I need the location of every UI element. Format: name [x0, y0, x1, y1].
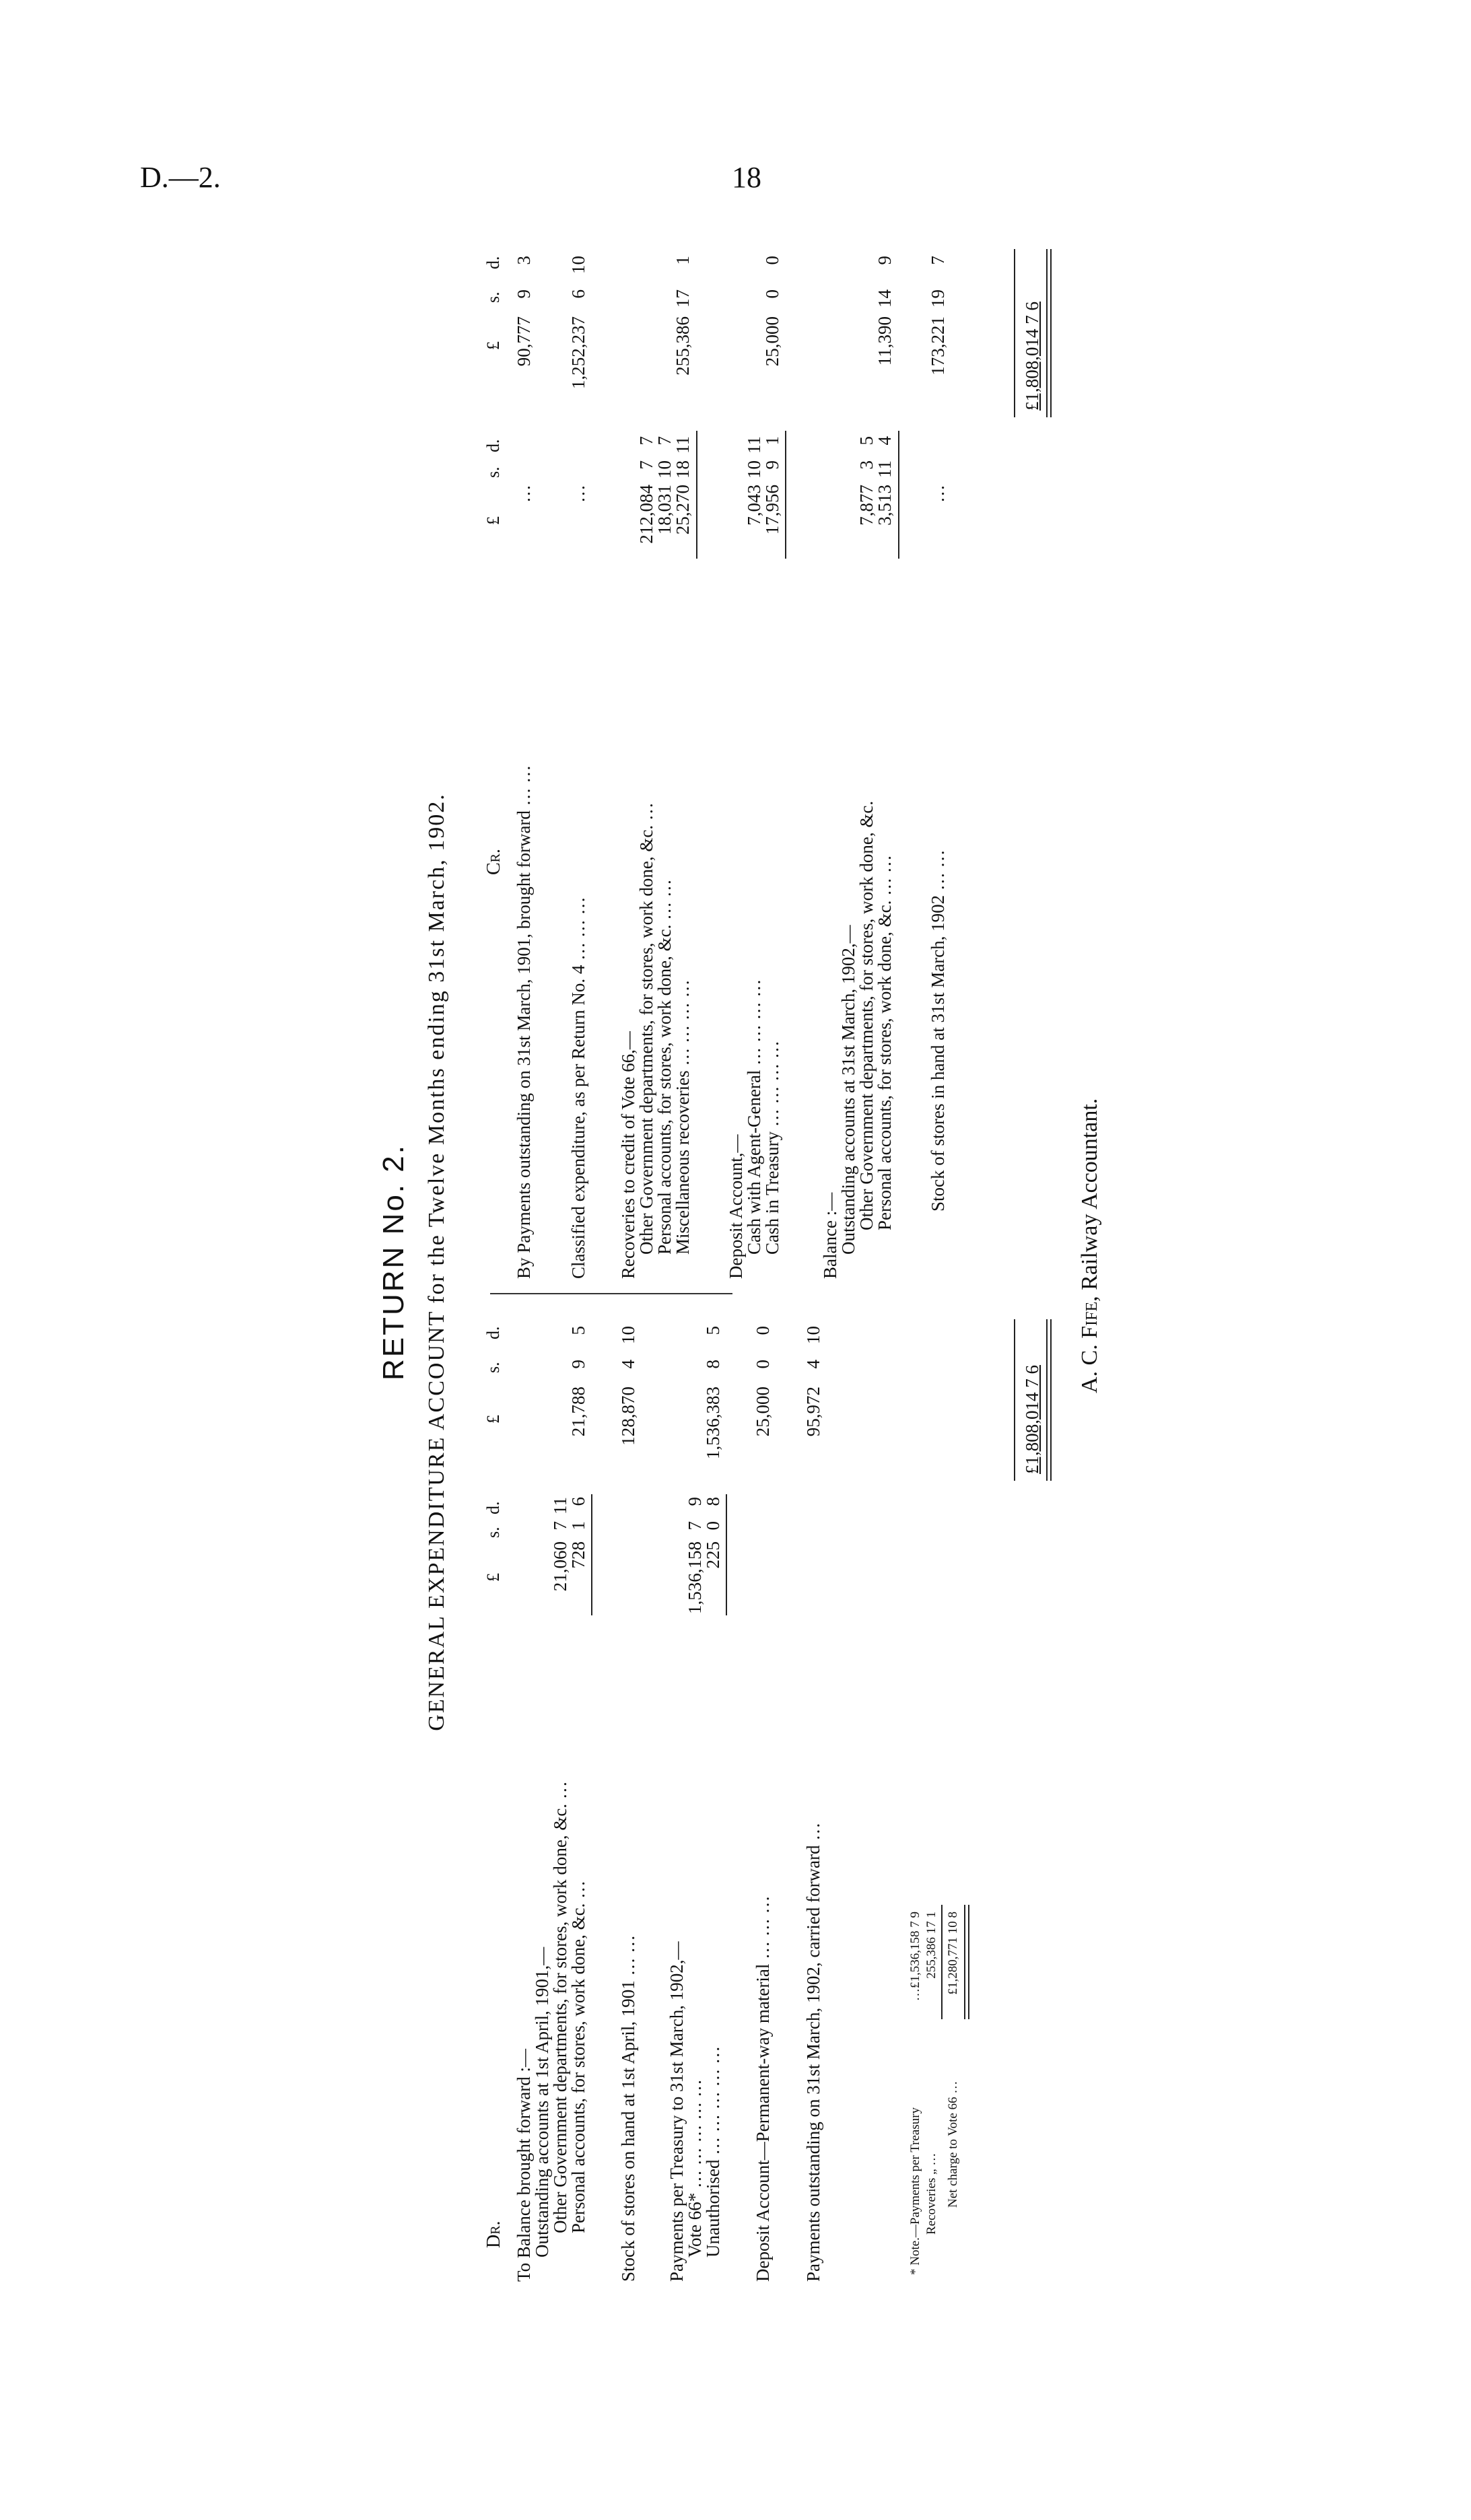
total-shillings: 6 — [568, 289, 588, 299]
note-line — [908, 1898, 924, 2275]
document-id: D.—2. — [140, 161, 221, 194]
amount-pence: 1 — [762, 436, 782, 446]
amount-pounds: 17,956 — [762, 485, 782, 535]
total-pence: 0 — [753, 1326, 773, 1335]
amount-shillings: 7 — [550, 1521, 570, 1531]
amount-pence: 7 — [654, 436, 675, 446]
amount-shillings: 3 — [856, 460, 877, 470]
amount-shillings: 11 — [875, 460, 895, 478]
table-row — [514, 1302, 534, 2282]
amount-pounds: … — [928, 485, 948, 503]
total-shillings: 0 — [753, 1360, 773, 1369]
signature-block — [1077, 1098, 1103, 1393]
total-rule-top — [1014, 249, 1015, 417]
note-line — [924, 1898, 940, 2275]
amount-pence: 7 — [636, 436, 656, 446]
subtotal-rule — [898, 431, 899, 559]
total-pounds: 173,221 — [928, 316, 948, 376]
amount-pence: 11 — [744, 436, 764, 454]
signatory-name: A. C. Fife, — [1077, 1296, 1102, 1393]
total-shillings: 4 — [803, 1360, 823, 1369]
total-shillings: 8 — [703, 1360, 723, 1369]
table-row — [618, 1302, 638, 2282]
table-row — [820, 242, 840, 1279]
return-title: RETURN No. 2. — [377, 1144, 410, 1380]
signatory-title: Railway Accountant. — [1077, 1098, 1102, 1290]
column-divider — [490, 1293, 732, 1294]
total-shillings: 0 — [762, 289, 782, 299]
amount-pounds: 212,084 — [636, 485, 656, 544]
row-label: Other Government departments, for stores, work done, &c. … — [636, 802, 656, 1255]
cr-col-d: d. — [483, 439, 503, 452]
dr-col-s2: s. — [483, 1362, 503, 1373]
rotated-account-table — [370, 242, 1165, 2282]
credit-total — [1022, 249, 1042, 417]
cr-col-s2: s. — [483, 291, 503, 303]
total-shillings: 14 — [875, 289, 895, 308]
note-value: £1,280,771 10 8 — [946, 1912, 960, 1995]
amount-shillings: 1 — [568, 1521, 588, 1531]
total-pence: 3 — [514, 256, 534, 265]
row-label: Other Government departments, for stores, work done, &c. … — [550, 1781, 570, 2233]
table-row — [928, 242, 948, 1279]
note-value: 255,386 17 1 — [924, 1912, 938, 1979]
amount-pounds: … — [568, 485, 588, 503]
amount-pence: 11 — [673, 436, 693, 454]
row-label: Other Government departments, for stores, work done, &c. — [856, 800, 877, 1230]
table-row — [666, 1302, 687, 2282]
table-row — [838, 242, 858, 1279]
note-label: Recoveries „ … — [924, 2152, 938, 2235]
debit-total — [1022, 1319, 1042, 1481]
subtotal-rule — [591, 1494, 592, 1615]
row-label: Personal accounts, for stores, work done, &c. … … — [875, 855, 895, 1230]
row-label: Unauthorised … … … … … — [703, 2045, 723, 2258]
amount-pence: 8 — [703, 1497, 723, 1506]
table-row — [856, 242, 877, 1279]
note-value: …£1,536,158 7 9 — [908, 1912, 922, 2001]
total-shillings: 4 — [618, 1360, 638, 1369]
total-double-rule — [1046, 249, 1052, 417]
total-pounds: 255,386 — [673, 316, 693, 376]
row-label: Personal accounts, for stores, work done, &c. … — [568, 1880, 588, 2233]
total-pence: 5 — [703, 1326, 723, 1335]
credit-total-value: £1,808,014 7 6 — [1022, 302, 1042, 411]
table-row — [753, 1302, 773, 2282]
amount-shillings: 0 — [703, 1521, 723, 1531]
subtotal-rule — [785, 431, 786, 559]
row-label: By Payments outstanding on 31st March, 1901, brought forward … … — [514, 765, 534, 1279]
total-rule-top — [1014, 1319, 1015, 1481]
total-pounds: 128,870 — [618, 1387, 638, 1446]
total-pounds: 11,390 — [875, 316, 895, 366]
dr-col-d: d. — [483, 1501, 503, 1514]
row-label: Vote 66* … … … … … — [685, 2078, 705, 2258]
total-double-rule — [1046, 1319, 1052, 1481]
table-row — [514, 242, 534, 1279]
amount-pounds: 225 — [703, 1541, 723, 1569]
row-label: Miscellaneous recoveries … … … … — [673, 979, 693, 1255]
amount-shillings: 7 — [685, 1521, 705, 1531]
row-label: Deposit Account,— — [726, 1134, 746, 1279]
cr-col-s: s. — [483, 466, 503, 478]
table-row — [532, 1302, 552, 2282]
total-pence: 0 — [762, 256, 782, 265]
note-label: * Note.—Payments per Treasury — [908, 2107, 922, 2275]
credit-side — [483, 242, 1042, 1279]
total-pence: 5 — [568, 1326, 588, 1335]
total-pence: 9 — [875, 256, 895, 265]
cr-col-pound: £ — [483, 516, 503, 525]
amount-pounds: 7,877 — [856, 485, 877, 526]
total-pounds: 21,788 — [568, 1387, 588, 1437]
table-row — [568, 242, 588, 1279]
total-shillings: 19 — [928, 289, 948, 308]
subtotal-rule — [696, 431, 697, 559]
amount-pounds: 1,536,158 — [685, 1541, 705, 1614]
total-pence: 10 — [803, 1326, 823, 1344]
total-pence: 1 — [673, 256, 693, 265]
amount-pounds: 25,270 — [673, 485, 693, 535]
amount-pounds: 18,031 — [654, 485, 675, 535]
amount-shillings: 10 — [654, 460, 675, 479]
amount-pence: 11 — [550, 1497, 570, 1514]
table-row — [803, 1302, 823, 2282]
credit-heading: Cr. — [483, 848, 504, 875]
amount-shillings: 9 — [762, 460, 782, 470]
total-pounds: 90,777 — [514, 316, 534, 367]
row-label: Classified expenditure, as per Return No. 4 … … … — [568, 897, 588, 1279]
row-label: Personal accounts, for stores, work done, &c. … … — [654, 879, 675, 1255]
page-number: 18 — [732, 161, 761, 194]
row-label: Deposit Account—Permanent-way material … … … — [753, 1895, 773, 2282]
table-row — [673, 242, 693, 1279]
amount-pounds: 728 — [568, 1541, 588, 1569]
amount-shillings: 10 — [744, 460, 764, 479]
amount-pence: 5 — [856, 436, 877, 446]
row-label: To Balance brought forward :— — [514, 2048, 534, 2282]
table-row — [875, 242, 895, 1279]
cr-col-pound2: £ — [483, 341, 503, 350]
account-title: GENERAL EXPENDITURE ACCOUNT for the Twelve Months ending 31st March, 1902. — [424, 793, 449, 1731]
note-rule — [941, 1905, 943, 2019]
amount-shillings: 18 — [673, 460, 693, 479]
amount-pounds: 21,060 — [550, 1541, 570, 1592]
dr-col-s: s. — [483, 1527, 503, 1538]
table-row — [703, 1302, 723, 2282]
total-shillings: 9 — [568, 1360, 588, 1369]
row-label: Stock of stores on hand at 1st April, 1901 … … — [618, 1934, 638, 2282]
total-pounds: 1,252,237 — [568, 316, 588, 389]
total-pence: 10 — [568, 256, 588, 274]
row-label: Cash with Agent-General … … … … — [744, 979, 764, 1255]
table-row — [636, 242, 656, 1279]
row-label: Outstanding accounts at 31st March, 1902,— — [838, 925, 858, 1255]
total-pence: 7 — [928, 256, 948, 265]
amount-pounds: 7,043 — [744, 485, 764, 526]
row-label: Cash in Treasury … … … … — [762, 1040, 782, 1255]
subtotal-rule — [726, 1494, 727, 1615]
row-label: Payments per Treasury to 31st March, 1902,— — [666, 1941, 687, 2282]
amount-pence: 4 — [875, 436, 895, 446]
dr-col-pound: £ — [483, 1573, 503, 1582]
total-pounds: 95,972 — [803, 1387, 823, 1437]
row-label: Stock of stores in hand at 31st March, 1902 … … — [928, 849, 948, 1212]
amount-pence: 9 — [685, 1497, 705, 1506]
note-line — [945, 1898, 961, 2275]
total-pounds: 25,000 — [753, 1387, 773, 1437]
amount-pounds: 3,513 — [875, 485, 895, 526]
debit-heading: Dr. — [483, 2220, 504, 2248]
total-pence: 10 — [618, 1326, 638, 1344]
row-label: Outstanding accounts at 1st April, 1901,— — [532, 1947, 552, 2258]
row-label: Balance :— — [820, 1192, 840, 1279]
debit-side — [483, 1302, 1042, 2282]
table-row — [654, 242, 675, 1279]
dr-col-pound2: £ — [483, 1415, 503, 1424]
note-double-rule — [964, 1905, 969, 2019]
debit-total-value: £1,808,014 7 6 — [1022, 1365, 1042, 1474]
total-pounds: 1,536,383 — [703, 1387, 723, 1459]
table-row — [550, 1302, 570, 2282]
total-pounds: 25,000 — [762, 316, 782, 367]
table-row — [726, 242, 746, 1279]
cr-col-d2: d. — [483, 256, 503, 269]
total-shillings: 17 — [673, 289, 693, 308]
amount-pounds: … — [514, 485, 534, 503]
amount-pence: 6 — [568, 1497, 588, 1506]
table-row — [618, 242, 638, 1279]
table-row — [744, 242, 764, 1279]
note-label: Net charge to Vote 66 … — [946, 2080, 960, 2208]
table-row — [685, 1302, 705, 2282]
row-label: Recoveries to credit of Vote 66,— — [618, 1031, 638, 1279]
table-row — [568, 1302, 588, 2282]
dr-col-d2: d. — [483, 1326, 503, 1339]
total-shillings: 9 — [514, 289, 534, 299]
amount-shillings: 7 — [636, 460, 656, 470]
table-row — [762, 242, 782, 1279]
row-label: Payments outstanding on 31st March, 1902, carried forward … — [803, 1822, 823, 2282]
